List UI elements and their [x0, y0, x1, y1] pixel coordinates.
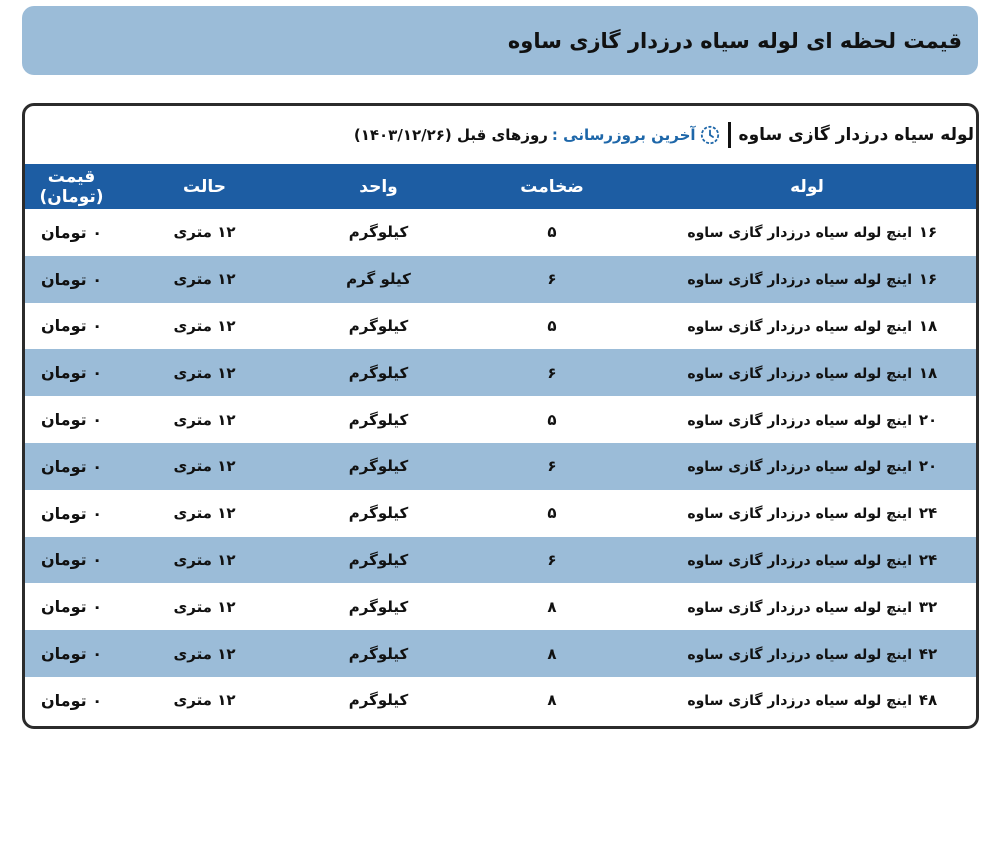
thickness-cell: ۶ — [466, 537, 638, 584]
pipe-name: اینچ لوله سیاه درزدار گازی ساوه — [687, 318, 912, 335]
table-row — [25, 677, 976, 724]
pipe-size: ۴۸ — [918, 691, 938, 710]
unit-cell: کیلوگرم — [348, 223, 409, 242]
unit-cell: کیلوگرم — [348, 316, 409, 335]
pipe-cell — [638, 537, 976, 584]
price-cell: ۰ تومان — [41, 410, 102, 430]
state-cell: ۱۲ متری — [173, 410, 236, 429]
pipe-name: اینچ لوله سیاه درزدار گازی ساوه — [687, 225, 912, 242]
thickness-cell: ۶ — [466, 349, 638, 396]
pipe-cell — [638, 583, 976, 630]
thickness-cell: ۵ — [547, 504, 557, 523]
pipe-name: اینچ لوله سیاه درزدار گازی ساوه — [687, 365, 912, 382]
state-cell: ۱۲ متری — [173, 504, 236, 523]
pipe-size: ۲۴ — [918, 504, 938, 523]
state-cell: ۱۲ متری — [118, 630, 291, 677]
pipe-name: اینچ لوله سیاه درزدار گازی ساوه — [687, 599, 912, 616]
pipe-cell — [638, 396, 976, 443]
price-cell: ۰ تومان — [25, 256, 118, 303]
price-cell: ۰ تومان — [25, 349, 118, 396]
state-cell: ۱۲ متری — [173, 597, 236, 616]
unit-cell: کیلوگرم — [348, 504, 409, 523]
update-value: روزهای قبل (۱۴۰۳/۱۲/۲۶) — [353, 126, 548, 144]
state-cell: ۱۲ متری — [173, 316, 236, 335]
state-cell: ۱۲ متری — [118, 349, 291, 396]
table-row — [25, 256, 976, 303]
pipe-name: اینچ لوله سیاه درزدار گازی ساوه — [687, 646, 912, 663]
unit-cell: کیلوگرم — [291, 537, 466, 584]
unit-cell: کیلو گرم — [291, 256, 466, 303]
header-divider — [728, 122, 731, 148]
price-cell: ۰ تومان — [41, 222, 102, 242]
pipe-cell — [638, 349, 976, 396]
thickness-cell: ۶ — [466, 443, 638, 490]
table-row — [25, 537, 976, 584]
pipe-name: اینچ لوله سیاه درزدار گازی ساوه — [687, 272, 912, 289]
state-cell: ۱۲ متری — [173, 691, 236, 710]
table-row — [25, 583, 976, 630]
column-header-price: قیمت (تومان) — [25, 164, 118, 209]
unit-cell: کیلوگرم — [291, 349, 466, 396]
state-cell: ۱۲ متری — [118, 256, 291, 303]
state-cell: ۱۲ متری — [118, 443, 291, 490]
pipe-size: ۳۲ — [918, 597, 938, 616]
unit-cell: کیلوگرم — [348, 691, 409, 710]
pipe-size: ۲۴ — [918, 550, 938, 569]
thickness-cell: ۵ — [547, 410, 557, 429]
state-cell: ۱۲ متری — [118, 537, 291, 584]
title-bar — [22, 6, 978, 75]
table-row — [25, 490, 976, 537]
thickness-cell: ۸ — [547, 691, 557, 710]
unit-cell: کیلوگرم — [348, 597, 409, 616]
table-row — [25, 630, 976, 677]
pipe-cell — [638, 209, 976, 256]
price-card — [22, 103, 979, 729]
pipe-name: اینچ لوله سیاه درزدار گازی ساوه — [687, 412, 912, 429]
table-row — [25, 396, 976, 443]
pipe-cell — [638, 490, 976, 537]
column-header-thickness: ضخامت — [466, 164, 638, 209]
thickness-cell: ۶ — [466, 256, 638, 303]
price-cell: ۰ تومان — [25, 537, 118, 584]
unit-cell: کیلوگرم — [291, 443, 466, 490]
table-row — [25, 349, 976, 396]
pipe-size: ۲۰ — [918, 410, 938, 429]
table-row — [25, 209, 976, 256]
state-cell: ۱۲ متری — [173, 223, 236, 242]
pipe-size: ۴۲ — [918, 644, 938, 663]
thickness-cell: ۵ — [547, 316, 557, 335]
page-title: قیمت لحظه ای لوله سیاه درزدار گازی ساوه — [507, 28, 962, 53]
pipe-size: ۱۶ — [918, 223, 938, 242]
pipe-name: اینچ لوله سیاه درزدار گازی ساوه — [687, 506, 912, 523]
clock-icon — [700, 125, 720, 145]
product-name: لوله سیاه درزدار گازی ساوه — [738, 125, 974, 145]
card-header — [25, 106, 976, 164]
pipe-size: ۱۶ — [918, 270, 938, 289]
table-header-row — [25, 164, 976, 209]
unit-cell: کیلوگرم — [291, 630, 466, 677]
pipe-size: ۱۸ — [918, 316, 938, 335]
pipe-cell — [638, 677, 976, 724]
thickness-cell: ۵ — [547, 223, 557, 242]
column-header-state: حالت — [118, 164, 291, 209]
pipe-size: ۱۸ — [918, 363, 938, 382]
pipe-size: ۲۰ — [918, 457, 938, 476]
table-row — [25, 303, 976, 350]
pipe-cell — [638, 256, 976, 303]
pipe-name: اینچ لوله سیاه درزدار گازی ساوه — [687, 459, 912, 476]
price-cell: ۰ تومان — [41, 597, 102, 617]
pipe-name: اینچ لوله سیاه درزدار گازی ساوه — [687, 693, 912, 710]
pipe-cell — [638, 443, 976, 490]
price-cell: ۰ تومان — [41, 316, 102, 336]
unit-cell: کیلوگرم — [348, 410, 409, 429]
thickness-cell: ۸ — [466, 630, 638, 677]
price-cell: ۰ تومان — [41, 690, 102, 710]
table-row — [25, 443, 976, 490]
update-label: آخرین بروزرسانی : — [551, 126, 696, 144]
column-header-pipe: لوله — [638, 164, 976, 209]
pipe-cell — [638, 303, 976, 350]
price-cell: ۰ تومان — [41, 503, 102, 523]
price-table — [25, 164, 976, 724]
pipe-name: اینچ لوله سیاه درزدار گازی ساوه — [687, 552, 912, 569]
thickness-cell: ۸ — [547, 597, 557, 616]
pipe-cell — [638, 630, 976, 677]
price-cell: ۰ تومان — [25, 443, 118, 490]
price-cell: ۰ تومان — [25, 630, 118, 677]
column-header-unit: واحد — [291, 164, 466, 209]
